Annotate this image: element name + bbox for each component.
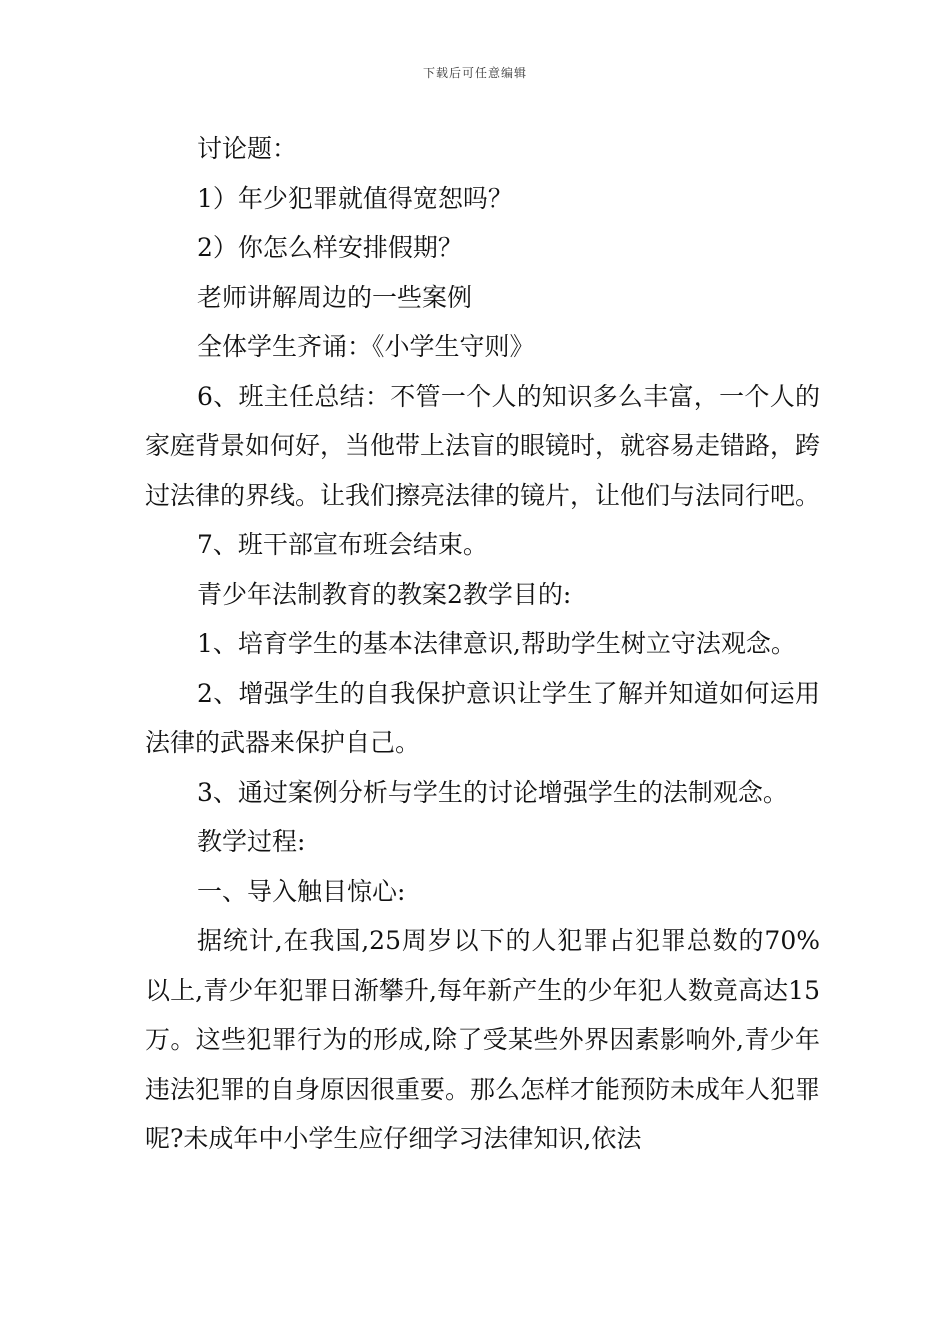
section-1-heading: 一、导入触目惊心: [197,876,406,906]
discussion-heading: 讨论题： [197,134,298,163]
closing-paragraph: 7、班干部宣布班会结束。 [197,530,488,559]
objective-1: 1、培育学生的基本法律意识,帮助学生树立守法观念。 [197,629,796,658]
document-body [145,124,820,1164]
discussion-question-1: 1）年少犯罪就值得宽恕吗？ [197,183,513,213]
teaching-process-heading: 教学过程: [197,827,306,856]
summary-paragraph: 6、班主任总结：不管一个人的知识多么丰富，一个人的家庭背景如何好，当他带上法盲的眼镜时，就容易走错路，跨过法律的界线。让我们擦亮法律的镜片，让他们与法同行吧。 [145,381,821,510]
objective-2: 2、增强学生的自我保护意识让学生了解并知道如何运用法律的武器来保护自己。 [145,678,820,757]
objective-3: 3、通过案例分析与学生的讨论增强学生的法制观念。 [197,777,788,807]
discussion-question-2: 2）你怎么样安排假期？ [197,233,463,262]
statistics-paragraph: 据统计,在我国,25周岁以下的人犯罪占犯罪总数的70%以上,青少年犯罪日渐攀升,每年新产生的少年犯人数竟高达15万。这些犯罪行为的形成,除了受某些外界因素影响外,青少年违法犯罪的自身原因很重要。那么怎样才能预防未成年人犯罪呢?未成年中小学生应仔细学习法律知识,依法 [145,926,821,1153]
teacher-cases-paragraph: 老师讲解周边的一些案例 [197,282,473,312]
lesson-plan-2-title: 青少年法制教育的教案2教学目的: [197,579,572,609]
page-header-note: 下载后可任意编辑 [422,66,527,80]
recitation-paragraph: 全体学生齐诵：《小学生守则》 [197,332,535,361]
